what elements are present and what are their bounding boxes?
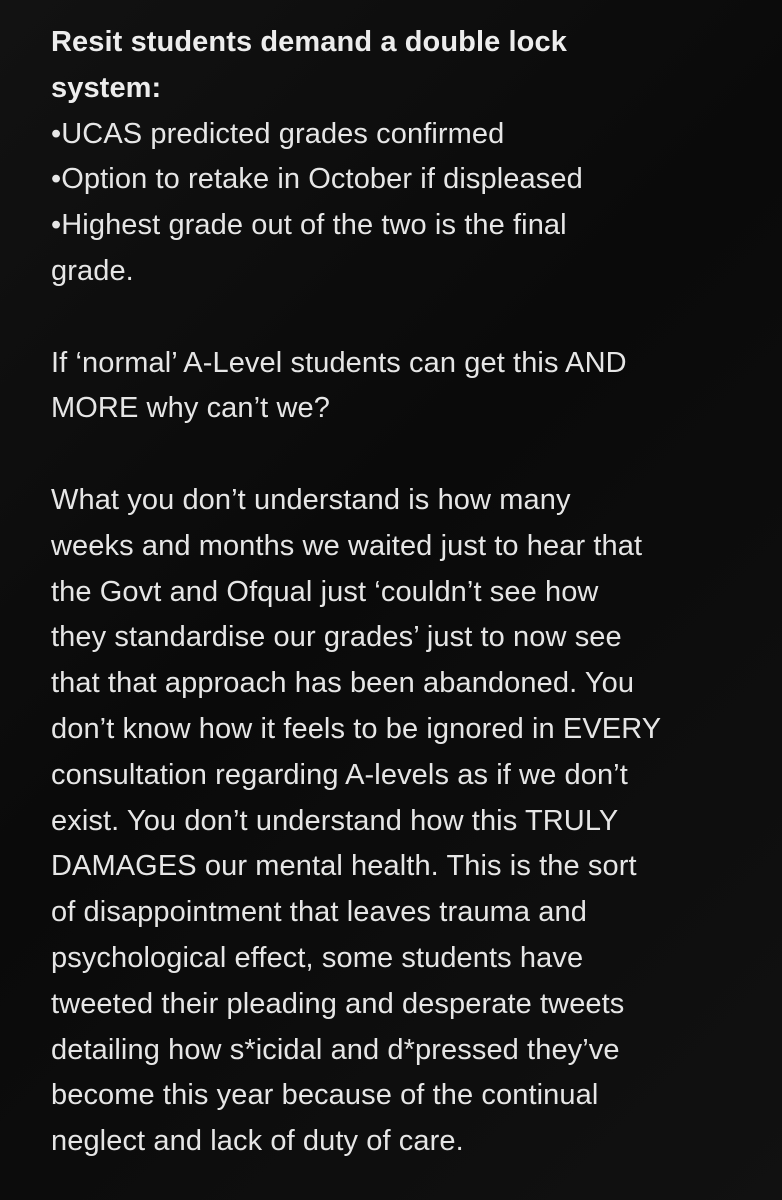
paragraph-line: the Govt and Ofqual just ‘couldn’t see how bbox=[51, 575, 599, 608]
heading-line: system: bbox=[51, 71, 162, 104]
note-content bbox=[51, 20, 751, 1165]
note-heading bbox=[51, 20, 751, 112]
paragraph-line: tweeted their pleading and desperate tweets bbox=[51, 987, 625, 1020]
paragraph-line: What you don’t understand is how many bbox=[51, 483, 571, 516]
paragraph-line: they standardise our grades’ just to now see bbox=[51, 621, 622, 654]
paragraph-line: MORE why can’t we? bbox=[51, 392, 330, 425]
paragraph-line: exist. You don’t understand how this TRULY bbox=[51, 804, 619, 837]
bullet-line: •UCAS predicted grades confirmed bbox=[51, 117, 505, 150]
paragraph-line: neglect and lack of duty of care. bbox=[51, 1125, 464, 1158]
question-paragraph bbox=[51, 341, 751, 433]
bullet-line: •Option to retake in October if displeased bbox=[51, 163, 583, 196]
paragraph-line: that that approach has been abandoned. You bbox=[51, 667, 635, 700]
paragraph-line: weeks and months we waited just to hear that bbox=[51, 529, 643, 562]
paragraph-line: detailing how s*icidal and d*pressed they’ve bbox=[51, 1033, 620, 1066]
body-paragraph bbox=[51, 478, 751, 1165]
paragraph-line: psychological effect, some students have bbox=[51, 941, 584, 974]
paragraph-line: If ‘normal’ A-Level students can get this AND bbox=[51, 346, 627, 379]
paragraph-gap bbox=[51, 295, 751, 341]
heading-line: Resit students demand a double lock bbox=[51, 26, 567, 58]
demands-list bbox=[51, 112, 751, 295]
paragraph-gap bbox=[51, 432, 751, 478]
paragraph-line: don’t know how it feels to be ignored in EVERY bbox=[51, 712, 662, 745]
bullet-line: grade. bbox=[51, 254, 134, 287]
bullet-line: •Highest grade out of the two is the final bbox=[51, 209, 567, 242]
paragraph-line: become this year because of the continual bbox=[51, 1079, 599, 1112]
paragraph-line: of disappointment that leaves trauma and bbox=[51, 896, 587, 929]
paragraph-line: consultation regarding A-levels as if we don’t bbox=[51, 758, 628, 791]
paragraph-line: DAMAGES our mental health. This is the sort bbox=[51, 850, 637, 883]
